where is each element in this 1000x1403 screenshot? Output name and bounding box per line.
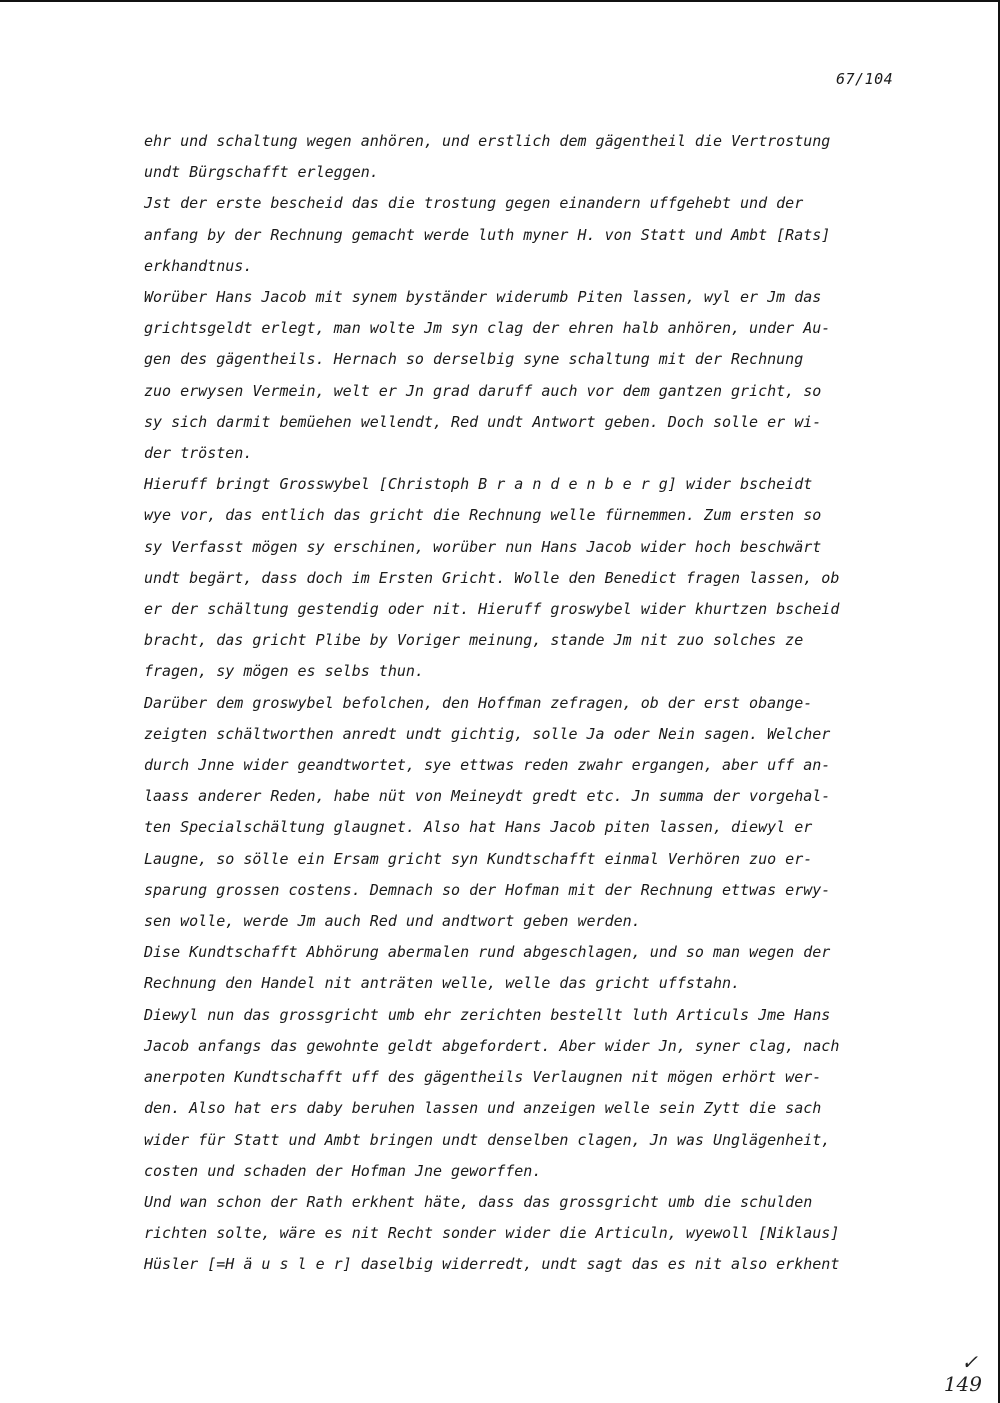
text-line: bracht, das gricht Plibe by Voriger meinung, stande Jm nit zuo solches ze <box>144 631 804 650</box>
text-line: sparung grossen costens. Demnach so der Hofman mit der Rechnung ettwas erwy- <box>144 880 831 899</box>
text-line: grichtsgeldt erlegt, man wolte Jm syn clag der ehren halb anhören, under Au- <box>144 319 831 338</box>
text-line: Worüber Hans Jacob mit synem byständer widerumb Piten lassen, wyl er Jm das <box>144 288 822 307</box>
text-line: anerpoten Kundtschafft uff des gägentheils Verlaugnen nit mögen erhört wer- <box>144 1068 822 1087</box>
page-number: 67/104 <box>836 70 894 88</box>
text-line: costen und schaden der Hofman Jne geworffen. <box>144 1161 542 1180</box>
text-line: sy Verfasst mögen sy erschinen, worüber nun Hans Jacob wider hoch beschwärt <box>144 537 822 556</box>
text-line: durch Jnne wider geandtwortet, sye ettwas reden zwahr ergangen, aber uff an- <box>144 756 831 775</box>
text-line: fragen, sy mögen es selbs thun. <box>144 662 424 681</box>
text-line: Hüsler [=H ä u s l e r] daselbig widerredt, undt sagt das es nit also erkhent <box>144 1255 840 1274</box>
text-line: richten solte, wäre es nit Recht sonder wider die Articuln, wyewoll [Niklaus] <box>144 1224 840 1243</box>
text-line: Jst der erste bescheid das die trostung gegen einandern uffgehebt und der <box>144 194 804 213</box>
text-line: erkhandtnus. <box>144 256 253 275</box>
text-line: Und wan schon der Rath erkhent häte, dass das grossgricht umb die schulden <box>144 1192 813 1211</box>
text-line: der trösten. <box>144 444 253 463</box>
text-line: Hieruff bringt Grosswybel [Christoph B r a n d e n b e r g] wider bscheidt <box>144 475 813 494</box>
text-line: zuo erwysen Vermein, welt er Jn grad daruff auch vor dem gantzen gricht, so <box>144 381 822 400</box>
text-line: Dise Kundtschafft Abhörung abermalen rund abgeschlagen, und so man wegen der <box>144 943 831 962</box>
check-mark-icon: ✓ <box>961 1350 978 1374</box>
text-line: Laugne, so sölle ein Ersam gricht syn Kundtschafft einmal Verhören zuo er- <box>144 849 813 868</box>
text-line: Jacob anfangs das gewohnte geldt abgefordert. Aber wider Jn, syner clag, nach <box>144 1036 840 1055</box>
text-line: sen wolle, werde Jm auch Red und andtwort geben werden. <box>144 912 641 931</box>
text-line: zeigten schältworthen anredt undt gichtig, solle Ja oder Nein sagen. Welcher <box>144 724 831 743</box>
handwritten-folio-number: 149 <box>943 1372 982 1396</box>
text-line: ehr und schaltung wegen anhören, und erstlich dem gägentheil die Vertrostung <box>144 132 831 150</box>
text-line: er der schältung gestendig oder nit. Hieruff groswybel wider khurtzen bscheid <box>144 600 840 619</box>
text-line: Diewyl nun das grossgricht umb ehr zerichten bestellt luth Articuls Jme Hans <box>144 1005 831 1024</box>
text-line: Darüber dem groswybel befolchen, den Hoffman zefragen, ob der erst obange- <box>144 693 813 712</box>
text-line: anfang by der Rechnung gemacht werde luth myner H. von Statt und Ambt [Rats] <box>144 225 831 244</box>
text-line: undt begärt, dass doch im Ersten Gricht. Wolle den Benedict fragen lassen, ob <box>144 568 840 587</box>
document-body <box>144 126 934 1281</box>
text-line: gen des gägentheils. Hernach so derselbig syne schaltung mit der Rechnung <box>144 350 804 369</box>
text-line: undt Bürgschafft erleggen. <box>144 163 379 182</box>
text-line: laass anderer Reden, habe nüt von Meineydt gredt etc. Jn summa der vorgehal- <box>144 787 831 806</box>
text-line: sy sich darmit bemüehen wellendt, Red undt Antwort geben. Doch solle er wi- <box>144 412 822 431</box>
page-top-edge <box>0 0 1000 2</box>
text-line: Rechnung den Handel nit anträten welle, welle das gricht uffstahn. <box>144 974 741 993</box>
text-line: ten Specialschältung glaugnet. Also hat Hans Jacob piten lassen, diewyl er <box>144 818 813 837</box>
text-line: den. Also hat ers daby beruhen lassen und anzeigen welle sein Zytt die sach <box>144 1099 822 1118</box>
text-line: wider für Statt und Ambt bringen undt denselben clagen, Jn was Unglägenheit, <box>144 1130 831 1149</box>
text-line: wye vor, das entlich das gricht die Rechnung welle fürnemmen. Zum ersten so <box>144 506 822 525</box>
